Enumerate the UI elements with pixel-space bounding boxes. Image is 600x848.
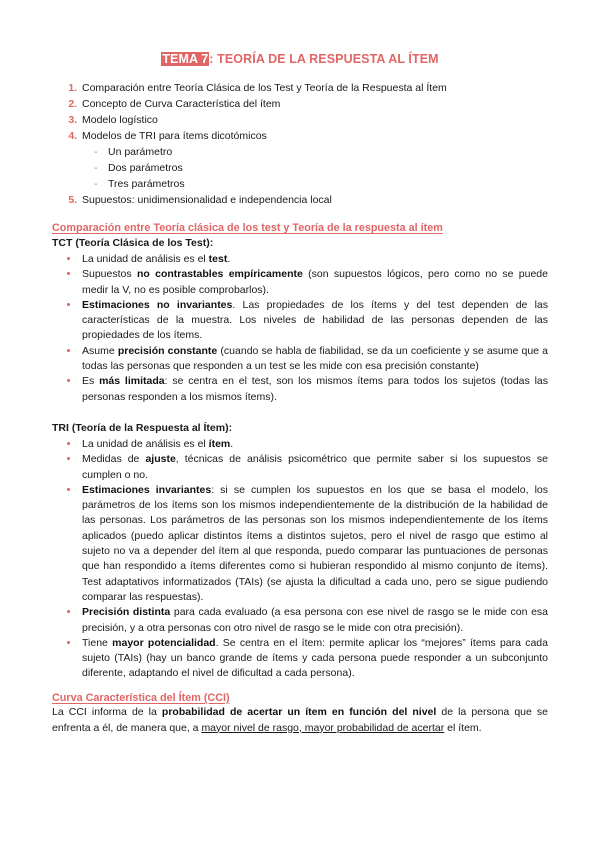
toc-subitem: - Un parámetro — [94, 144, 548, 160]
tct-list — [52, 252, 548, 405]
toc-item: 2. Concepto de Curva Característica del ítem — [80, 96, 548, 112]
text: Asume — [82, 344, 118, 357]
bold-text: ítem — [208, 437, 231, 450]
toc-item: 3. Modelo logístico — [80, 112, 548, 128]
section-heading-comparison: Comparación entre Teoría clásica de los test y Teoría de la respuesta al ítem — [52, 222, 443, 234]
bold-text: precisión constante — [117, 344, 218, 357]
text: . Se centra en el ítem: permite aplicar los “mejores” ítems para cada sujeto (TAIs) (hay un banco grande de ítems y cada persona puede responder a un subconjunto diferente, adaptando el nivel de dificultad a cada persona). — [82, 636, 548, 680]
bold-text: más limitada — [99, 375, 165, 388]
list-item — [80, 267, 548, 298]
bold-text: Estimaciones invariantes — [82, 483, 212, 496]
bold-text: mayor potencialidad — [112, 636, 216, 649]
table-of-contents — [52, 80, 548, 208]
toc-item — [80, 128, 548, 192]
list-item — [80, 636, 548, 682]
toc-subitem: - Tres parámetros — [94, 176, 548, 192]
list-item — [80, 298, 548, 344]
text: : si se cumplen los supuestos en los que se basa el modelo, los parámetros de los ítems son los mismos independientemente de la distribución de la habilidad de las personas. Los parámetros de las personas son los mismos independientemente de los ítems aplicados (puedo aplicar distintos ítems a distintos sujetos, pero el nivel de rasgo que estimo al sujeto no va a depender del ítem al que responda, puedo comparar las puntuaciones de personas que han respondido a ítems diferentes como si hubieran respondido al mismo conjunto de ítems). Test adaptativos informatizados (TAIs) (se ajusta la dificultad a cada uno, pero se sigue pudiendo comparar las respuestas). — [82, 483, 548, 603]
text: . — [227, 253, 231, 265]
toc-item: 5. Supuestos: unidimensionalidad e independencia local — [80, 192, 548, 208]
bold-text: probabilidad de acertar un ítem en función del nivel — [161, 705, 437, 718]
list-item — [80, 344, 548, 375]
tri-heading: TRI (Teoría de la Respuesta al Ítem): — [52, 421, 233, 434]
cci-paragraph — [52, 704, 548, 736]
text: para cada evaluado (a esa persona con ese nivel de rasgo se le mide con esa precisión, y a otra personas con otro nivel de rasgo se le mide con otra precisión). — [82, 606, 548, 634]
text: La unidad de análisis es el — [82, 253, 209, 265]
tct-heading: TCT (Teoría Clásica de los Test): — [52, 237, 214, 249]
text: Supuestos — [82, 268, 137, 281]
text: Medidas de — [82, 453, 146, 466]
section-heading-cci: Curva Característica del Ítem (CCI) — [52, 691, 230, 704]
list-item — [80, 483, 548, 605]
tri-list — [52, 437, 548, 682]
text: . Las propiedades de los ítems y del test dependen de las características de la muestra. Los niveles de habilidad de las personas dependen de las propiedades de los ítems. — [82, 298, 548, 342]
bold-text: Estimaciones no invariantes — [82, 298, 233, 311]
title-rest: : TEORÍA DE LA RESPUESTA AL ÍTEM — [209, 52, 439, 66]
list-item — [80, 605, 548, 636]
list-item — [80, 437, 548, 452]
list-item — [80, 374, 548, 405]
underlined-text: mayor nivel de rasgo, mayor probabilidad de acertar — [201, 721, 445, 734]
text: , técnicas de análisis psicométrico que permite saber si los supuestos se cumplen o no. — [82, 453, 548, 481]
list-item — [80, 252, 548, 267]
title-highlight: TEMA 7 — [162, 52, 209, 66]
bold-text: ajuste — [145, 453, 176, 466]
list-item — [80, 452, 548, 483]
bold-text: test — [208, 253, 228, 265]
spacer — [52, 682, 548, 692]
text: : se centra en el test, son los mismos ítems para todos los sujetos (todas las personas responden a los mismos ítems). — [82, 375, 548, 403]
toc-sublist — [82, 144, 548, 192]
text: de la persona que se enfrenta a él, de manera que, a — [52, 705, 548, 734]
text: Tiene — [82, 636, 113, 649]
text: el ítem. — [444, 721, 482, 734]
text: . — [230, 437, 234, 450]
page-title — [52, 52, 548, 66]
toc-item-label: Modelos de TRI para ítems dicotómicos — [82, 130, 267, 142]
bold-text: Precisión distinta — [82, 606, 171, 619]
text: Es — [82, 375, 100, 388]
toc-item: 1. Comparación entre Teoría Clásica de los Test y Teoría de la Respuesta al Ítem — [80, 80, 548, 96]
text: La CCI informa de la — [52, 705, 162, 718]
text: (son supuestos lógicos, pero como no se puede medir la V, no es posible comprobarlos). — [82, 268, 548, 296]
text: (cuando se habla de fiabilidad, se da un coeficiente y se asume que a todas las personas que responden a un test se les mide con esa precisión constante) — [82, 344, 549, 373]
spacer — [52, 405, 548, 419]
toc-subitem: - Dos parámetros — [94, 160, 548, 176]
bold-text: no contrastables empíricamente — [136, 268, 303, 281]
text: La unidad de análisis es el — [82, 437, 209, 450]
